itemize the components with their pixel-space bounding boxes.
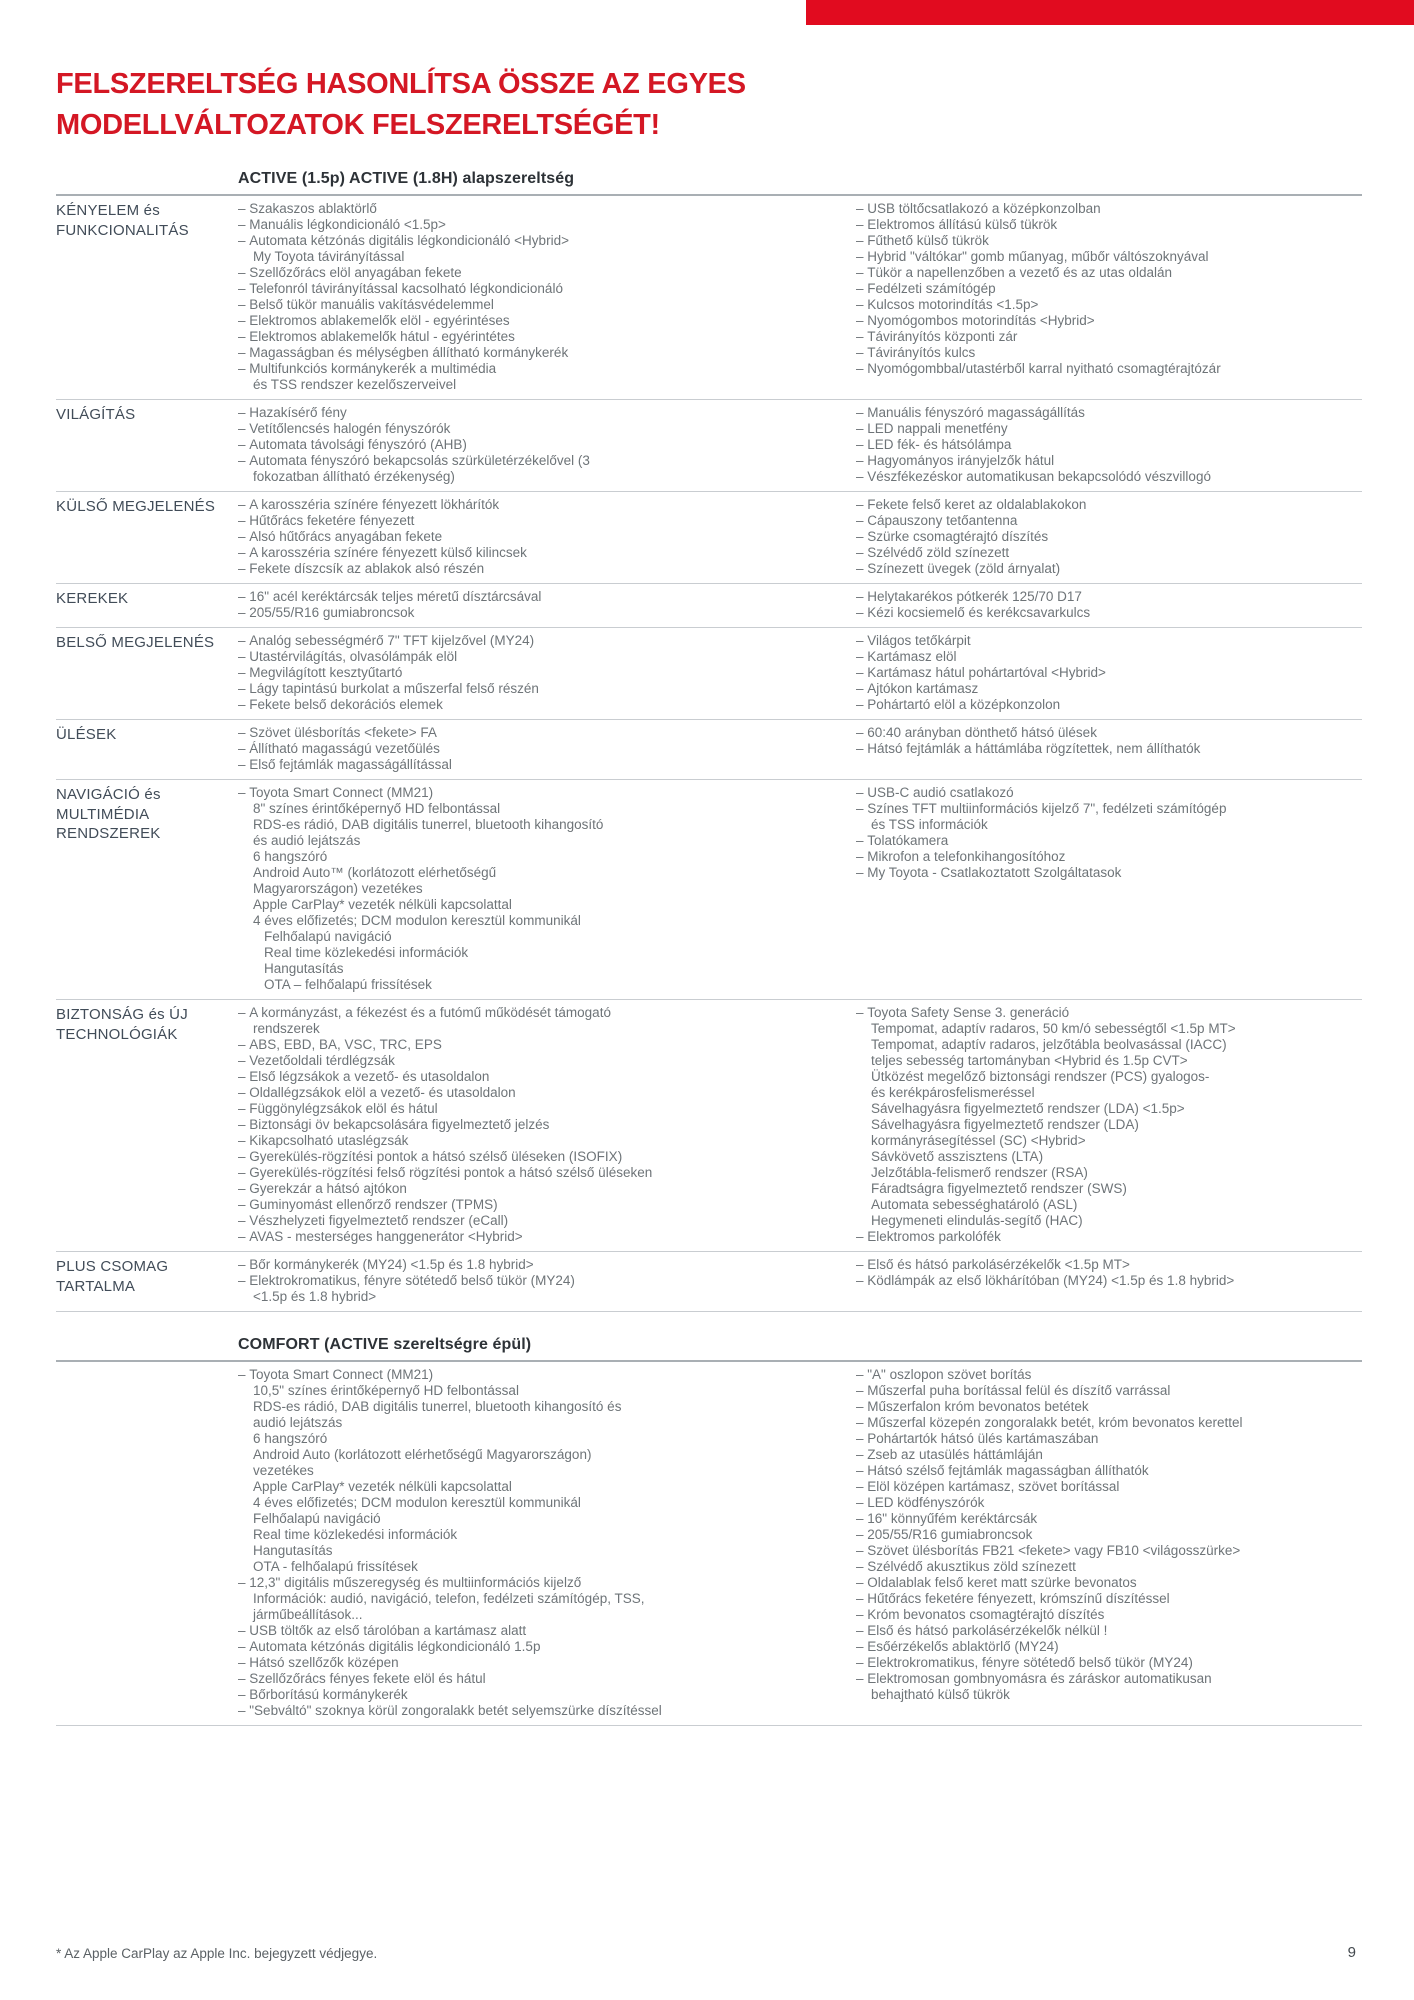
feature-item: – Fekete belső dekorációs elemek [238,697,846,713]
section-label: KÉNYELEM és FUNKCIONALITÁS [56,202,189,239]
feature-item: – Gyerekülés-rögzítési pontok a hátsó szélső üléseken (ISOFIX) [238,1149,846,1165]
feature-item: – Guminyomást ellenőrző rendszer (TPMS) [238,1197,846,1213]
feature-item: – "Sebváltó" szoknya körül zongoralakk betét selyemszürke díszítéssel [238,1703,846,1719]
spec-row [56,1362,1362,1725]
feature-item: – Alsó hűtőrács anyagában fekete [238,529,846,545]
feature-column-left [238,405,856,485]
feature-item: – Első és hátsó parkolásérzékelők nélkül ! [856,1623,1362,1639]
feature-item: Felhőalapú navigáció [253,1511,381,1526]
spec-row [56,399,1362,491]
feature-item: OTA - felhőalapú frissítések [253,1559,418,1574]
feature-item: – Kartámasz elöl [856,649,1362,665]
feature-item: 6 hangszóró [253,849,328,864]
feature-item: Fáradtságra figyelmeztető rendszer (SWS) [871,1181,1127,1196]
feature-item: Felhőalapú navigáció [264,929,392,944]
feature-item: – Multifunkciós kormánykerék a multimédia [238,361,846,377]
equipment-group [56,168,1362,1312]
feature-item: Hangutasítás [264,961,344,976]
feature-item: – A karosszéria színére fényezett lökhárítók [238,497,846,513]
feature-item: – 16" könnyűfém keréktárcsák [856,1511,1362,1527]
feature-item: – Első légzsákok a vezető- és utasoldalon [238,1069,846,1085]
feature-item: – Műszerfal puha borítással felül és díszítő varrással [856,1383,1362,1399]
feature-item: – Műszerfal közepén zongoralakk betét, króm bevonatos kerettel [856,1415,1362,1431]
feature-item: – Vészhelyzeti figyelmeztető rendszer (eCall) [238,1213,846,1229]
feature-item: járműbeállítások... [253,1607,363,1622]
feature-item: – Fekete felső keret az oldalablakokon [856,497,1362,513]
feature-item: Információk: audió, navigáció, telefon, fedélzeti számítógép, TSS, [253,1591,645,1606]
feature-item: – Helytakarékos pótkerék 125/70 D17 [856,589,1362,605]
feature-item: – Szürke csomagtérajtó díszítés [856,529,1362,545]
feature-item: – Vetítőlencsés halogén fényszórók [238,421,846,437]
feature-item: és TSS rendszer kezelőszerveivel [253,377,457,392]
feature-item: – Hűtőrács feketére fényezett [238,513,846,529]
feature-item: teljes sebesség tartományban <Hybrid és 1.5p CVT> [871,1053,1188,1068]
feature-item: – Biztonsági öv bekapcsolására figyelmeztető jelzés [238,1117,846,1133]
feature-item: – Fekete díszcsík az ablakok alsó részén [238,561,846,577]
feature-item: – Hagyományos irányjelzők hátul [856,453,1362,469]
feature-item: – 12,3" digitális műszeregység és multiinformációs kijelző [238,1575,846,1591]
feature-item: Real time közlekedési információk [253,1527,458,1542]
feature-item: – Szellőzőrács elöl anyagában fekete [238,265,846,281]
feature-item: – ABS, EBD, BA, VSC, TRC, EPS [238,1037,846,1053]
feature-item: – Hátsó szellőzők középen [238,1655,846,1671]
feature-column-right [856,405,1362,485]
feature-item: – Távirányítós központi zár [856,329,1362,345]
feature-item: – LED nappali menetfény [856,421,1362,437]
feature-item: – Lágy tapintású burkolat a műszerfal felső részén [238,681,846,697]
feature-item: Tempomat, adaptív radaros, jelzőtábla beolvasással (IACC) [871,1037,1227,1052]
feature-item: kormányrásegítéssel (SC) <Hybrid> [871,1133,1086,1148]
feature-item: – Manuális fényszóró magasságállítás [856,405,1362,421]
feature-column-left [238,785,856,993]
page-number: 9 [1347,1944,1356,1961]
feature-item: – Nyomógombos motorindítás <Hybrid> [856,313,1362,329]
feature-item: Tempomat, adaptív radaros, 50 km/ó sebességtől <1.5p MT> [871,1021,1236,1036]
feature-item: – Szellőzőrács fényes fekete elöl és hátul [238,1671,846,1687]
feature-item: – Automata távolsági fényszóró (AHB) [238,437,846,453]
feature-item: – Oldalablak felső keret matt szürke bevonatos [856,1575,1362,1591]
feature-item: RDS-es rádió, DAB digitális tunerrel, bluetooth kihangosító és [253,1399,622,1414]
spec-row [56,999,1362,1251]
feature-item: – Elektrokromatikus, fényre sötétedő belső tükör (MY24) [238,1273,846,1289]
feature-item: – Bőrborítású kormánykerék [238,1687,846,1703]
feature-item: – Világos tetőkárpit [856,633,1362,649]
spec-table [56,168,1362,1726]
feature-item: – Hazakísérő fény [238,405,846,421]
feature-column-left [238,201,856,393]
feature-item: – Függönylégzsákok elöl és hátul [238,1101,846,1117]
feature-item: – Toyota Smart Connect (MM21) [238,1367,846,1383]
feature-item: – Bőr kormánykerék (MY24) <1.5p és 1.8 hybrid> [238,1257,846,1273]
section-label: ÜLÉSEK [56,726,117,743]
feature-column-right [856,1367,1362,1719]
feature-item: – Színezett üvegek (zöld árnyalat) [856,561,1362,577]
feature-item: – Szakaszos ablaktörlő [238,201,846,217]
feature-item: behajtható külső tükrök [871,1687,1010,1702]
feature-item: és kerékpárosfelismeréssel [871,1085,1035,1100]
feature-item: – Zseb az utasülés háttámláján [856,1447,1362,1463]
feature-item: Sávkövető asszisztens (LTA) [871,1149,1044,1164]
feature-item: – Magasságban és mélységben állítható kormánykerék [238,345,846,361]
spec-row [56,779,1362,999]
feature-column-left [238,1367,856,1719]
feature-item: – Tükör a napellenzőben a vezető és az utas oldalán [856,265,1362,281]
feature-item: – Telefonról távirányítással kacsolható légkondicionáló [238,281,846,297]
section-label: PLUS CSOMAG TARTALMA [56,1258,169,1295]
feature-item: audió lejátszás [253,1415,343,1430]
feature-item: Real time közlekedési információk [264,945,469,960]
feature-item: – Toyota Safety Sense 3. generáció [856,1005,1362,1021]
feature-column-left [238,497,856,577]
feature-item: – Nyomógombbal/utastérből karral nyitható csomagtérajtózár [856,361,1362,377]
feature-item: – Fedélzeti számítógép [856,281,1362,297]
feature-item: – Szélvédő akusztikus zöld színezett [856,1559,1362,1575]
feature-item: – Oldallégzsákok elöl a vezető- és utasoldalon [238,1085,846,1101]
feature-column-right [856,1005,1362,1245]
feature-item: <1.5p és 1.8 hybrid> [253,1289,377,1304]
feature-item: 10,5" színes érintőképernyő HD felbontással [253,1383,519,1398]
feature-item: – Tolatókamera [856,833,1362,849]
feature-item: – Vezetőoldali térdlégzsák [238,1053,846,1069]
feature-item: – Szövet ülésborítás FB21 <fekete> vagy FB10 <világosszürke> [856,1543,1362,1559]
section-label [56,1367,238,1719]
feature-item: – Hybrid "váltókar" gomb műanyag, műbőr váltószoknyával [856,249,1362,265]
feature-item: – USB töltőcsatlakozó a középkonzolban [856,201,1362,217]
feature-item: Sávelhagyásra figyelmeztető rendszer (LDA) [871,1117,1139,1132]
feature-item: Magyarországon) vezetékes [253,881,423,896]
feature-item: Android Auto (korlátozott elérhetőségű Magyarországon) [253,1447,592,1462]
feature-item: RDS-es rádió, DAB digitális tunerrel, bluetooth kihangosító [253,817,604,832]
feature-item: – Pohártartók hátsó ülés kartámaszában [856,1431,1362,1447]
section-label: BIZTONSÁG és ÚJ TECHNOLÓGIÁK [56,1006,188,1043]
feature-item: Apple CarPlay* vezeték nélküli kapcsolattal [253,1479,512,1494]
feature-column-left [238,633,856,713]
spec-row [56,719,1362,779]
feature-item: – Műszerfalon króm bevonatos betétek [856,1399,1362,1415]
equipment-group-header: ACTIVE (1.5p) ACTIVE (1.8H) alapszereltség [56,168,1362,196]
feature-item: – Első és hátsó parkolásérzékelők <1.5p MT> [856,1257,1362,1273]
spec-row [56,196,1362,399]
feature-item: – Analóg sebességmérő 7" TFT kijelzővel (MY24) [238,633,846,649]
feature-item: – Elöl középen kartámasz, szövet borítással [856,1479,1362,1495]
feature-item: rendszerek [253,1021,320,1036]
feature-item: – LED fék- és hátsólámpa [856,437,1362,453]
feature-item: – Elektromos ablakemelők hátul - egyérintétes [238,329,846,345]
feature-item: – Utastérvilágítás, olvasólámpák elöl [238,649,846,665]
feature-item: – Automata kétzónás digitális légkondicionáló <Hybrid> [238,233,846,249]
feature-item: – Kézi kocsiemelő és kerékcsavarkulcs [856,605,1362,621]
feature-item: – USB töltők az első tárolóban a kartámasz alatt [238,1623,846,1639]
feature-item: – Kulcsos motorindítás <1.5p> [856,297,1362,313]
feature-item: – Gyerekülés-rögzítési felső rögzítési pontok a hátsó szélső üléseken [238,1165,846,1181]
spec-row [56,627,1362,719]
feature-column-right [856,497,1362,577]
feature-item: fokozatban állítható érzékenység) [253,469,455,484]
feature-column-right [856,725,1362,773]
feature-item: Hegymeneti elindulás-segítő (HAC) [871,1213,1083,1228]
equipment-group-header: COMFORT (ACTIVE szereltségre épül) [56,1334,1362,1362]
section-label: NAVIGÁCIÓ és MULTIMÉDIA RENDSZEREK [56,786,161,842]
feature-item: Hangutasítás [253,1543,333,1558]
feature-item: 6 hangszóró [253,1431,328,1446]
feature-item: – Elektromos ablakemelők elöl - egyérintéses [238,313,846,329]
feature-item: – Mikrofon a telefonkihangosítóhoz [856,849,1362,865]
feature-item: – Távirányítós kulcs [856,345,1362,361]
page-title-line1: FELSZERELTSÉG HASONLÍTSA ÖSSZE AZ EGYES [56,68,746,100]
feature-item: 8" színes érintőképernyő HD felbontással [253,801,501,816]
feature-item: – Toyota Smart Connect (MM21) [238,785,846,801]
feature-item: – Elektromosan gombnyomásra és záráskor automatikusan [856,1671,1362,1687]
feature-item: – Kartámasz hátul pohártartóval <Hybrid> [856,665,1362,681]
feature-column-left [238,1005,856,1245]
feature-item: – LED ködfényszórók [856,1495,1362,1511]
feature-item: – Gyerekzár a hátsó ajtókon [238,1181,846,1197]
spec-row [56,491,1362,583]
feature-item: – Ajtókon kartámasz [856,681,1362,697]
feature-item: és TSS információk [871,817,988,832]
feature-item: – "A" oszlopon szövet borítás [856,1367,1362,1383]
page-title-line2: MODELLVÁLTOZATOK FELSZERELTSÉGÉT! [56,109,660,142]
section-label: BELSŐ MEGJELENÉS [56,634,215,651]
feature-item: 4 éves előfizetés; DCM modulon keresztül kommunikál [253,1495,581,1510]
feature-item: OTA – felhőalapú frissítések [264,977,432,992]
feature-item: – Állítható magasságú vezetőülés [238,741,846,757]
feature-item: – Hátsó szélső fejtámlák magasságban állíthatók [856,1463,1362,1479]
feature-item: – Szövet ülésborítás <fekete> FA [238,725,846,741]
feature-item: – AVAS - mesterséges hanggenerátor <Hybrid> [238,1229,846,1245]
feature-item: – Automata kétzónás digitális légkondicionáló 1.5p [238,1639,846,1655]
feature-item: Sávelhagyásra figyelmeztető rendszer (LDA) <1.5p> [871,1101,1185,1116]
feature-item: – Manuális légkondicionáló <1.5p> [238,217,846,233]
feature-item: – Megvilágított kesztyűtartó [238,665,846,681]
feature-item: Automata sebességhatároló (ASL) [871,1197,1078,1212]
feature-item: – Vészfékezéskor automatikusan bekapcsolódó vészvillogó [856,469,1362,485]
feature-item: – Kikapcsolható utaslégzsák [238,1133,846,1149]
feature-column-left [238,1257,856,1305]
section-label: KÜLSŐ MEGJELENÉS [56,498,216,515]
feature-item: – Belső tükör manuális vakításvédelemmel [238,297,846,313]
feature-column-right [856,201,1362,393]
spec-row [56,583,1362,627]
feature-column-right [856,589,1362,621]
feature-item: – Esőérzékelős ablaktörlő (MY24) [856,1639,1362,1655]
feature-item: és audió lejátszás [253,833,361,848]
feature-item: – 60:40 arányban dönthető hátsó ülések [856,725,1362,741]
feature-item: – USB-C audió csatlakozó [856,785,1362,801]
feature-column-right [856,785,1362,993]
feature-item: – A karosszéria színére fényezett külső kilincsek [238,545,846,561]
top-red-bar [806,0,1414,25]
feature-item: – Elektromos parkolófék [856,1229,1362,1245]
section-label: KEREKEK [56,590,129,607]
equipment-group [56,1334,1362,1726]
feature-item: – Automata fényszóró bekapcsolás szürkületérzékelővel (3 [238,453,846,469]
feature-item: Apple CarPlay* vezeték nélküli kapcsolattal [253,897,512,912]
apple-carplay-footnote: * Az Apple CarPlay az Apple Inc. bejegyzett védjegye. [56,1946,378,1961]
feature-item: – Cápauszony tetőantenna [856,513,1362,529]
section-label: VILÁGÍTÁS [56,406,136,423]
feature-item: – My Toyota - Csatlakoztatott Szolgáltatasok [856,865,1362,881]
feature-item: Ütközést megelőző biztonsági rendszer (PCS) gyalogos- [871,1069,1210,1084]
feature-item: – Első fejtámlák magasságállítással [238,757,846,773]
feature-item: – Szélvédő zöld színezett [856,545,1362,561]
feature-item: Jelzőtábla-felismerő rendszer (RSA) [871,1165,1088,1180]
feature-item: – 205/55/R16 gumiabroncsok [856,1527,1362,1543]
feature-item: – Hátsó fejtámlák a háttámlába rögzítettek, nem állíthatók [856,741,1362,757]
feature-column-right [856,1257,1362,1305]
feature-item: – Króm bevonatos csomagtérajtó díszítés [856,1607,1362,1623]
feature-item: – Ködlámpák az első lökhárítóban (MY24) <1.5p és 1.8 hybrid> [856,1273,1362,1289]
feature-item: – Elektrokromatikus, fényre sötétedő belső tükör (MY24) [856,1655,1362,1671]
feature-item: vezetékes [253,1463,314,1478]
feature-item: – Hűtőrács feketére fényezett, krómszínű díszítéssel [856,1591,1362,1607]
feature-column-right [856,633,1362,713]
feature-column-left [238,589,856,621]
page-title [56,64,746,146]
feature-item: Android Auto™ (korlátozott elérhetőségű [253,865,497,880]
feature-item: 4 éves előfizetés; DCM modulon keresztül kommunikál [253,913,581,928]
spec-row [56,1251,1362,1311]
feature-item: – Pohártartó elöl a középkonzolon [856,697,1362,713]
feature-item: – 16" acél keréktárcsák teljes méretű dísztárcsával [238,589,846,605]
feature-item: – A kormányzást, a fékezést és a futómű működését támogató [238,1005,846,1021]
feature-item: My Toyota távirányítással [253,249,405,264]
feature-column-left [238,725,856,773]
feature-item: – Elektromos állítású külső tükrök [856,217,1362,233]
feature-item: – Fűthető külső tükrök [856,233,1362,249]
feature-item: – 205/55/R16 gumiabroncsok [238,605,846,621]
feature-item: – Színes TFT multiinformációs kijelző 7", fedélzeti számítógép [856,801,1362,817]
